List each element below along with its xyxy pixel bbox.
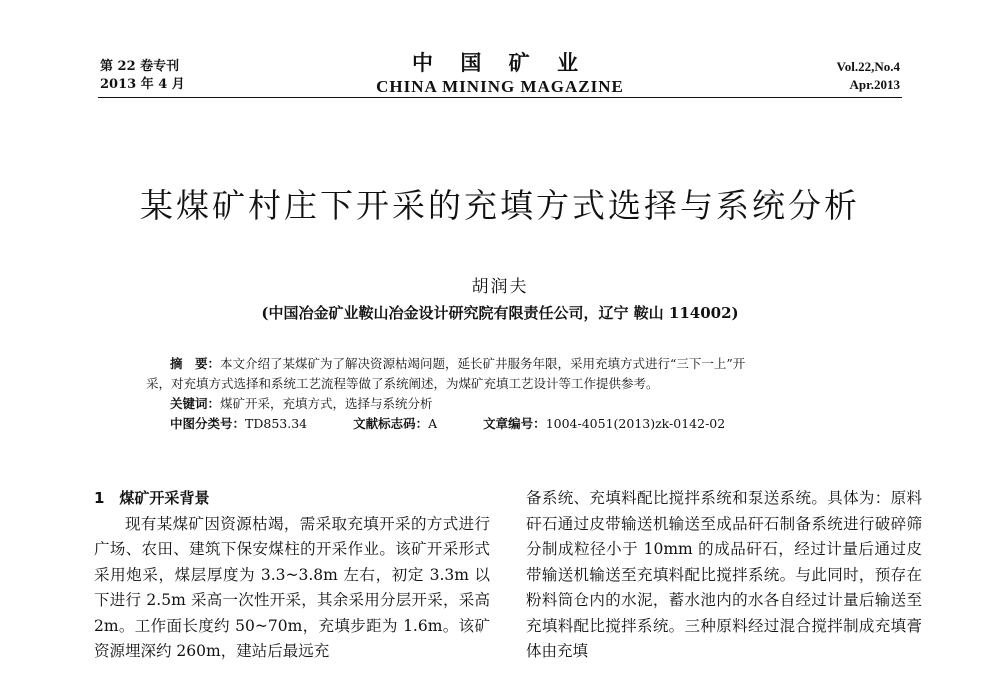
publication-date: Apr.2013	[849, 77, 900, 92]
abstract-text-2: 采，对充填方式选择和系统工艺流程等做了系统阐述，为煤矿充填工艺设计等工作提供参考。	[146, 376, 659, 391]
body-column-right	[526, 486, 922, 665]
author-name: 胡润夫	[471, 277, 529, 297]
abstract-block	[146, 354, 872, 434]
volume-info	[837, 58, 900, 94]
clc-entry	[170, 414, 307, 434]
abstract-line-2	[146, 374, 872, 394]
classification-line	[146, 414, 872, 434]
body-column-left	[94, 486, 490, 665]
abstract-text-1: 本文介绍了某煤矿为了解决资源枯竭问题，延长矿井服务年限，采用充填方式进行“三下一上”开	[220, 356, 746, 371]
header-rule	[98, 97, 902, 98]
volume-number: Vol.22,No.4	[836, 59, 900, 74]
article-no-label: 文章编号：	[483, 416, 546, 431]
journal-name-en: CHINA MINING MAGAZINE	[376, 77, 624, 96]
abstract-label: 摘 要：	[170, 356, 221, 371]
clc-label: 中图分类号：	[170, 416, 246, 431]
doc-code-entry	[353, 414, 437, 434]
abstract-line-1	[146, 354, 872, 374]
keywords-text: 煤矿开采，充填方式，选择与系统分析	[220, 396, 433, 411]
clc-value: TD853.34	[245, 416, 308, 431]
issue-volume: 第 22 卷专刊	[100, 59, 180, 74]
body-paragraph-left: 现有某煤矿因资源枯竭，需采取充填开采的方式进行广场、农田、建筑下保安煤柱的开采作业。该矿开采形式采用炮采，煤层厚度为 3.3~3.8m 左右，初定 3.3m 以下进行 2.5m 采高一次性开采，其余采用分层开采，采高 2m。工作面长度约 50~70m，充填步距为 1.6m。该矿资源埋深约 260m，建站后最远充	[94, 514, 490, 660]
issue-date: 2013 年 4 月	[100, 77, 185, 92]
paper-title: 某煤矿村庄下开采的充填方式选择与系统分析	[140, 186, 860, 225]
keywords-label: 关键词：	[170, 396, 221, 411]
doc-code-value: A	[428, 416, 438, 431]
body-paragraph-right: 备系统、充填料配比搅拌系统和泵送系统。具体为：原料矸石通过皮带输送机输送至成品矸石制备系统进行破碎筛分制成粒径小于 10mm 的成品矸石，经过计量后通过皮带输送机输送至充填料配比搅拌系统。与此同时，预存在粉料筒仓内的水泥，蓄水池内的水各自经过计量后输送至充填料配比搅拌系统。三种原料经过混合搅拌制成充填膏体由充填	[526, 489, 922, 660]
keywords-line	[146, 394, 872, 414]
section-heading: 1 煤矿开采背景	[94, 489, 210, 507]
journal-name-cn: 中 国 矿 业	[412, 50, 588, 75]
article-no-entry	[483, 414, 725, 434]
article-no-value: 1004-4051(2013)zk-0142-02	[545, 416, 726, 431]
doc-code-label: 文献标志码：	[353, 416, 429, 431]
author-affiliation: (中国冶金矿业鞍山冶金设计研究院有限责任公司，辽宁 鞍山 114002)	[261, 304, 739, 322]
